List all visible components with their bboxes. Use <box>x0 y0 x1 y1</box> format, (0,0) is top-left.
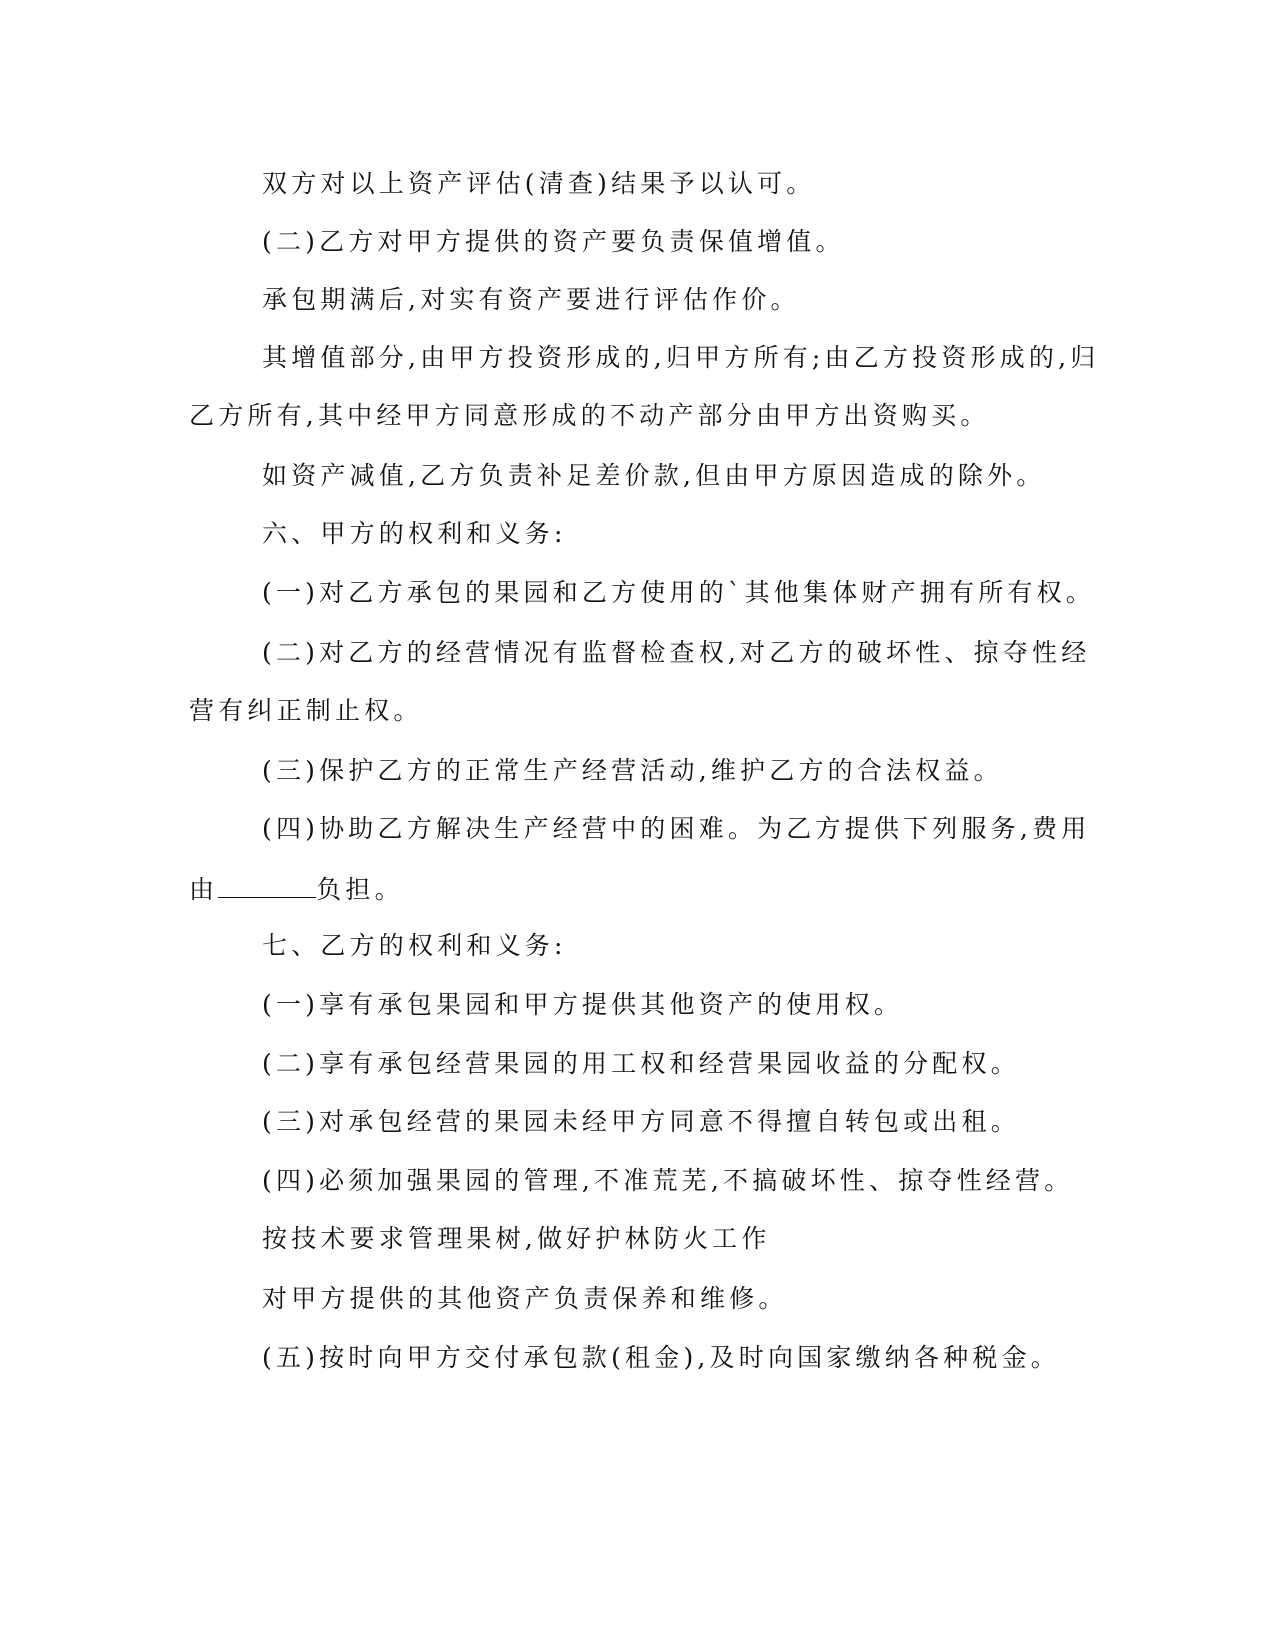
section-heading: 六、甲方的权利和义务: <box>262 519 567 548</box>
paragraph-line: (一)对乙方承包的果园和乙方使用的`其他集体财产拥有所有权。 <box>262 578 1096 607</box>
paragraph-line: 双方对以上资产评估(清查)结果予以认可。 <box>262 169 816 198</box>
paragraph-line: (二)享有承包经营果园的用工权和经营果园收益的分配权。 <box>262 1049 1020 1078</box>
section-heading: 七、乙方的权利和义务: <box>262 931 567 960</box>
paragraph-line: (四)必须加强果园的管理,不准荒芜,不搞破坏性、掠夺性经营。 <box>262 1166 1074 1195</box>
paragraph-line: 承包期满后,对实有资产要进行评估作价。 <box>262 285 800 314</box>
blank-suffix: 负担。 <box>316 875 404 904</box>
paragraph-line: 如资产减值,乙方负责补足差价款,但由甲方原因造成的除外。 <box>262 461 1046 490</box>
paragraph-line: 乙方所有,其中经甲方同意形成的不动产部分由甲方出资购买。 <box>189 401 990 430</box>
paragraph-line: 其增值部分,由甲方投资形成的,归甲方所有;由乙方投资形成的,归 <box>262 343 1100 372</box>
paragraph-line: 按技术要求管理果树,做好护林防火工作 <box>262 1224 771 1253</box>
paragraph-line: (三)保护乙方的正常生产经营活动,维护乙方的合法权益。 <box>262 756 1003 785</box>
paragraph-line: (二)乙方对甲方提供的资产要负责保值增值。 <box>262 227 845 256</box>
paragraph-line: (三)对承包经营的果园未经甲方同意不得擅自转包或出租。 <box>262 1107 1020 1136</box>
paragraph-line: 营有纠正制止权。 <box>189 696 423 725</box>
paragraph-line: (四)协助乙方解决生产经营中的困难。为乙方提供下列服务,费用 <box>262 814 1091 843</box>
paragraph-line: (一)享有承包果园和甲方提供其他资产的使用权。 <box>262 990 904 1019</box>
blank-prefix: 由 <box>189 875 219 904</box>
paragraph-line: (二)对乙方的经营情况有监督检查权,对乙方的破坏性、掠夺性经 <box>262 638 1091 667</box>
paragraph-line: (五)按时向甲方交付承包款(租金),及时向国家缴纳各种税金。 <box>262 1343 1060 1372</box>
paragraph-line-with-blank <box>189 871 404 906</box>
fill-in-blank <box>218 871 316 898</box>
paragraph-line: 对甲方提供的其他资产负责保养和维修。 <box>262 1284 788 1313</box>
